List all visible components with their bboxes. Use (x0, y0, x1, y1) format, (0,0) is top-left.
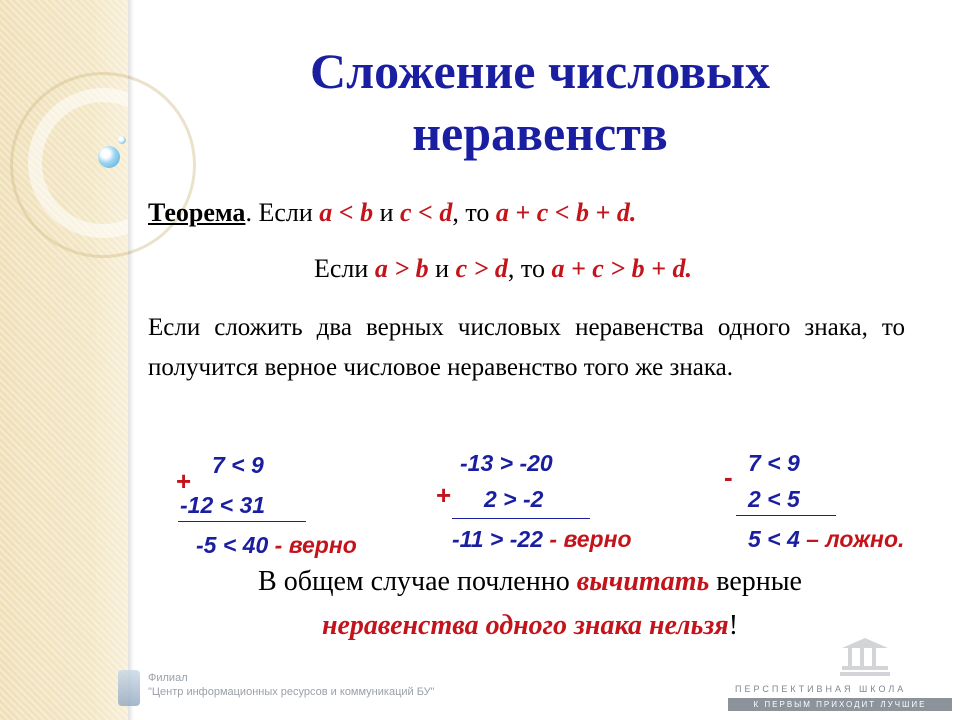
theorem-term-2: c < d (400, 198, 453, 227)
small-bubble-icon (118, 136, 126, 144)
slide-title (150, 40, 930, 164)
title-line-2: неравенств (412, 105, 668, 161)
school-brand-tagline: К ПЕРВЫМ ПРИХОДИТ ЛУЧШИЕ (728, 698, 952, 711)
theorem2-term-1: a > b (374, 254, 429, 283)
title-line-1: Сложение числовых (309, 43, 771, 99)
bubble-icon (98, 146, 120, 168)
conclusion-emphasis-2: неравенства одного знака нельзя (321, 610, 729, 641)
example-3-row-2: 2 < 5 (748, 486, 800, 512)
theorem2-if: Если (314, 254, 375, 283)
example-1-row-2: -12 < 31 (180, 492, 266, 518)
example-2-sum-line (452, 518, 590, 519)
example-3-verdict: – ложно. (799, 526, 905, 552)
conclusion-end: ! (728, 610, 739, 641)
branch-logo-icon (118, 670, 140, 706)
rule-paragraph: Если сложить два верных числовых неравенства одного знака, то получится верное числовое неравенство того же знака. (148, 314, 905, 381)
example-3-row-1: 7 < 9 (748, 450, 800, 476)
example-2-operator: + (436, 480, 452, 510)
theorem-and: и (373, 198, 400, 227)
example-1-verdict: - верно (268, 532, 357, 558)
conclusion-part-1: В общем случае почленно (258, 566, 577, 597)
example-3-difference-line (736, 515, 836, 516)
example-2-row-1: -13 > -20 (460, 450, 553, 476)
example-1-result-value: -5 < 40 (196, 532, 269, 558)
example-1-row-1: 7 < 9 (212, 452, 264, 478)
conclusion-emphasis-1: вычитать (576, 566, 710, 597)
theorem-line-2 (314, 254, 692, 284)
conclusion-line-1 (100, 566, 960, 598)
example-1-sum-line (178, 521, 306, 522)
example-1-operator: + (176, 466, 192, 496)
footer-line-1: Филиал (148, 672, 188, 684)
theorem2-term-3: a + c > b + d. (551, 254, 692, 283)
example-2-verdict: - верно (543, 526, 632, 552)
theorem2-and: и (428, 254, 456, 283)
theorem-label: Теорема (148, 198, 246, 227)
school-brand-title: ПЕРСПЕКТИВНАЯ ШКОЛА (735, 684, 907, 694)
example-3-result (748, 526, 904, 553)
example-2-result (452, 526, 632, 553)
theorem2-then: , то (507, 254, 552, 283)
conclusion-line-2 (100, 610, 960, 642)
theorem-term-1: a < b (319, 198, 374, 227)
theorem-then: , то (452, 198, 496, 227)
theorem2-term-2: c > d (455, 254, 508, 283)
example-2-result-value: -11 > -22 (452, 526, 543, 552)
theorem-if: . Если (245, 198, 320, 227)
theorem-line-1 (148, 198, 636, 228)
example-2-row-2: 2 > -2 (484, 486, 544, 512)
conclusion-part-2: верные (709, 566, 802, 597)
example-3-operator: - (724, 462, 733, 492)
example-3-result-value: 5 < 4 (748, 526, 800, 552)
school-emblem-icon (838, 636, 892, 682)
example-1-result (196, 532, 357, 559)
footer-line-2: "Центр информационных ресурсов и коммуникаций БУ" (148, 686, 435, 698)
theorem-term-3: a + c < b + d. (495, 198, 637, 227)
